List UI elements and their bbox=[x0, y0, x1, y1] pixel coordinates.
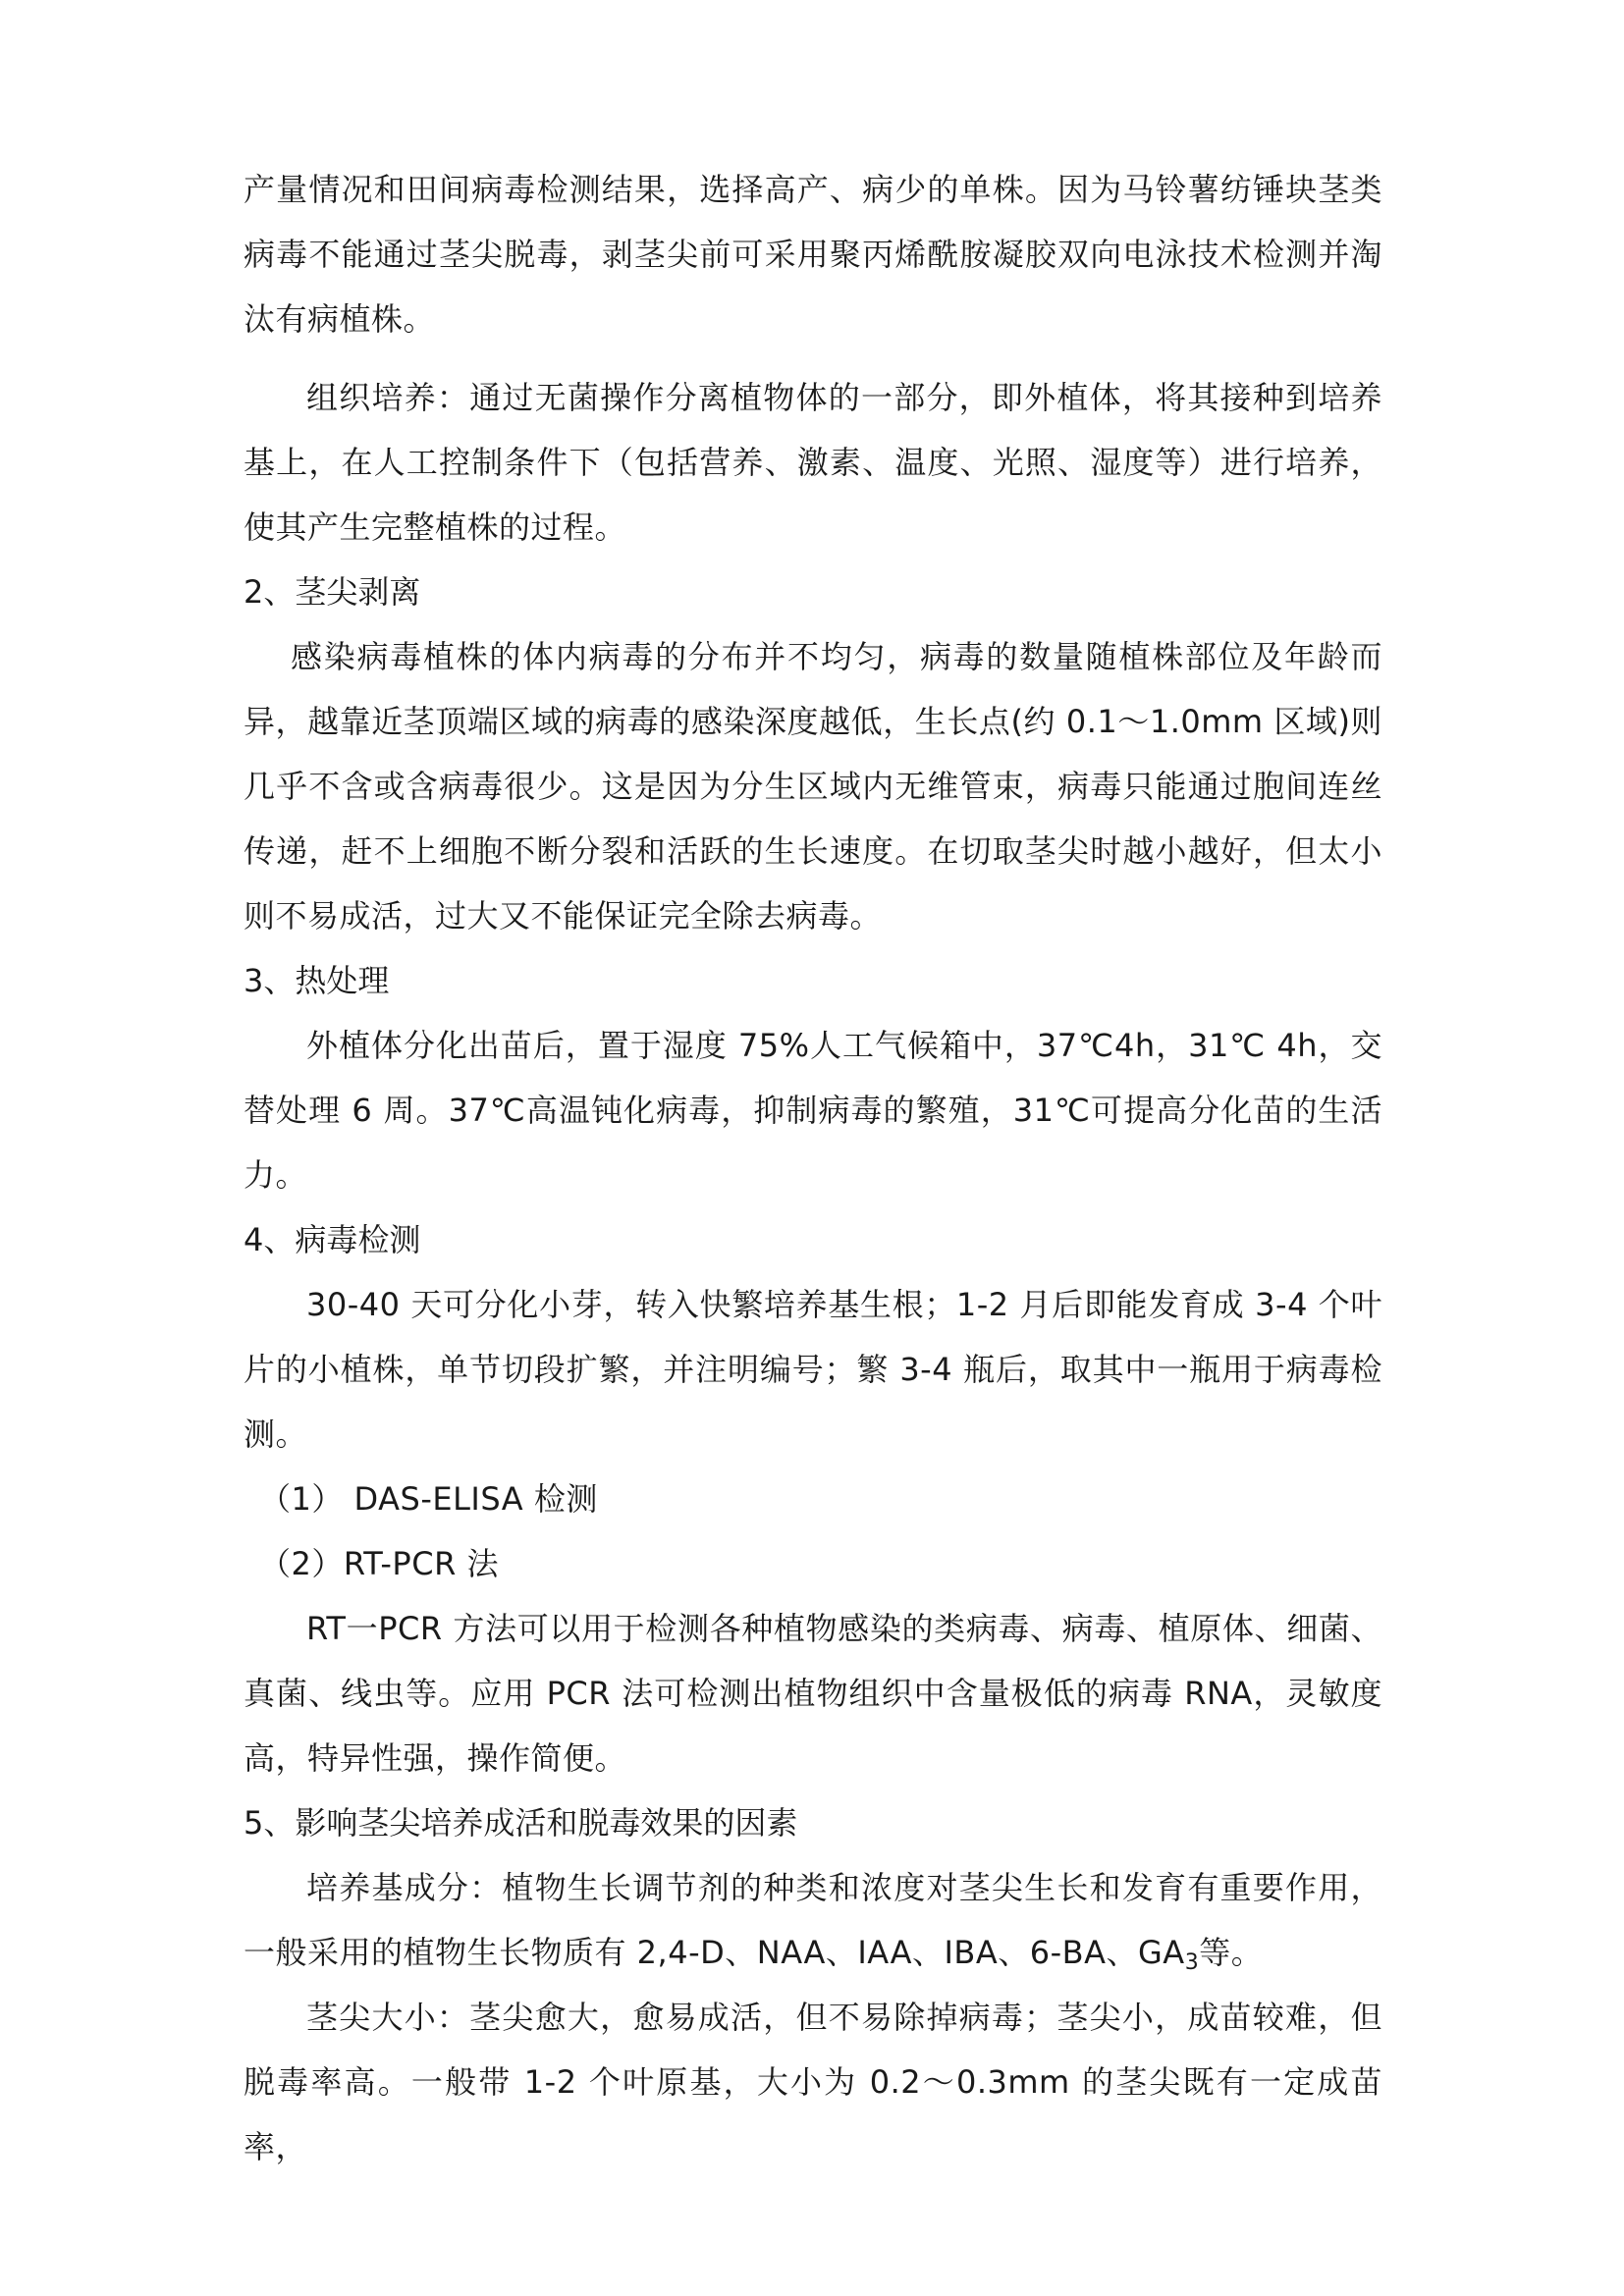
heading-heat-treatment: 3、热处理 bbox=[244, 962, 390, 999]
paragraph-virus-detection: 30-40 天可分化小芽，转入快繁培养基生根；1-2 月后即能发育成 3-4 个叶片的小植株，单节切段扩繁，并注明编号；繁 3-4 瓶后，取其中一瓶用于病毒检测。 bbox=[244, 1286, 1382, 1453]
paragraph-rt-pcr: RT一PCR 方法可以用于检测各种植物感染的类病毒、病毒、植原体、细菌、真菌、线虫等。应用 PCR 法可检测出植物组织中含量极低的病毒 RNA，灵敏度高，特异性强，操作简便。 bbox=[244, 1610, 1382, 1777]
medium-composition-end: 等。 bbox=[1199, 1934, 1264, 1971]
paragraph-yield-selection: 产量情况和田间病毒检测结果，选择高产、病少的单株。因为马铃薯纺锤块茎类病毒不能通过茎尖脱毒，剥茎尖前可采用聚丙烯酰胺凝胶双向电泳技术检测并淘汰有病植株。 bbox=[244, 171, 1382, 338]
heading-virus-detection: 4、病毒检测 bbox=[244, 1221, 421, 1258]
paragraph-virus-distribution: 感染病毒植株的体内病毒的分布并不均匀，病毒的数量随植株部位及年龄而异，越靠近茎顶端区域的病毒的感染深度越低，生长点(约 0.1～1.0mm 区域)则几乎不含或含病毒很少。这是因为分生区域内无维管束，病毒只能通过胞间连丝传递，赶不上细胞不断分裂和活跃的生长速度。在切取茎尖时越小越好，但太小则不易成活，过大又不能保证完全除去病毒。 bbox=[244, 638, 1382, 934]
heading-influencing-factors: 5、影响茎尖培养成活和脱毒效果的因素 bbox=[244, 1804, 798, 1842]
list-item-rt-pcr: （2）RT-PCR 法 bbox=[259, 1545, 499, 1582]
paragraph-medium-composition bbox=[244, 1855, 1382, 1985]
medium-composition-text: 培养基成分：植物生长调节剂的种类和浓度对茎尖生长和发育有重要作用，一般采用的植物生长物质有 2,4-D、NAA、IAA、IBA、6-BA、GA bbox=[244, 1869, 1382, 1971]
document-body bbox=[244, 157, 1382, 2179]
paragraph-stem-tip-size: 茎尖大小：茎尖愈大，愈易成活，但不易除掉病毒；茎尖小，成苗较难，但脱毒率高。一般带 1-2 个叶原基，大小为 0.2～0.3mm 的茎尖既有一定成苗率， bbox=[244, 1999, 1382, 2165]
paragraph-heat-treatment: 外植体分化出苗后，置于湿度 75%人工气候箱中，37℃4h，31℃ 4h，交替处理 6 周。37℃高温钝化病毒，抑制病毒的繁殖，31℃可提高分化苗的生活力。 bbox=[244, 1027, 1382, 1194]
ga-subscript: 3 bbox=[1184, 1950, 1200, 1975]
paragraph-tissue-culture: 组织培养：通过无菌操作分离植物体的一部分，即外植体，将其接种到培养基上，在人工控制条件下（包括营养、激素、温度、光照、湿度等）进行培养，使其产生完整植株的过程。 bbox=[244, 379, 1382, 546]
list-item-das-elisa: （1） DAS-ELISA 检测 bbox=[259, 1480, 598, 1518]
heading-stem-tip-stripping: 2、茎尖剥离 bbox=[244, 573, 421, 611]
